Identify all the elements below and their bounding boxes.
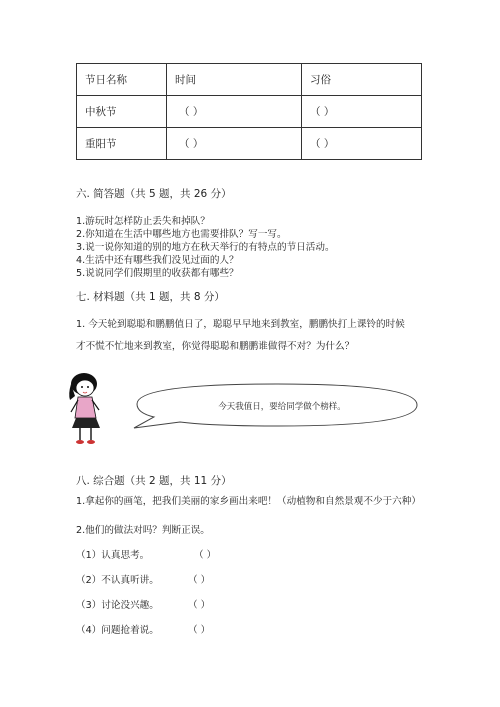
judge-item [76, 597, 211, 611]
question-7-1-line2: 才不慌不忙地来到教室，你觉得聪聪和鹏鹏谁做得不对？为什么？ [76, 341, 355, 352]
header-time: 时间 [167, 64, 302, 96]
judge-item-text: （1）认真思考。 [76, 550, 150, 561]
table-row [77, 96, 422, 128]
question-7-1-line1: 1. 今天轮到聪聪和鹏鹏值日了，聪聪早早地来到教室，鹏鹏快打上课铃的时候 [76, 319, 405, 330]
header-holiday-name: 节日名称 [77, 64, 167, 96]
cell-holiday-name: 中秋节 [77, 96, 167, 128]
judge-blank[interactable]: （ ） [188, 625, 211, 636]
cell-custom-blank[interactable]: （ ） [302, 96, 422, 128]
judge-item [76, 547, 217, 561]
judge-item-text: （4）问题抢着说。 [76, 625, 159, 636]
judge-blank[interactable]: （ ） [194, 550, 217, 561]
cell-time-blank[interactable]: （ ） [167, 128, 302, 160]
holiday-table [76, 63, 422, 160]
table-header-row [77, 64, 422, 96]
header-custom: 习俗 [302, 64, 422, 96]
section-8-title: 八. 综合题（共 2 题，共 11 分） [76, 475, 232, 487]
judge-blank[interactable]: （ ） [188, 600, 211, 611]
question-6-5: 5.说说同学们假期里的收获都有哪些？ [76, 268, 239, 279]
section-7-title: 七. 材料题（共 1 题，共 8 分） [76, 291, 225, 303]
table-row [77, 128, 422, 160]
question-8-2: 2.他们的做法对吗？判断正误。 [76, 525, 210, 536]
question-6-1: 1.游玩时怎样防止丢失和掉队？ [76, 216, 210, 227]
question-6-3: 3.说一说你知道的别的地方在秋天举行的有特点的节日活动。 [76, 242, 335, 253]
judge-item [76, 572, 211, 586]
question-6-2: 2.你知道在生活中哪些地方也需要排队？写一写。 [76, 229, 287, 240]
cell-custom-blank[interactable]: （ ） [302, 128, 422, 160]
judge-blank[interactable]: （ ） [188, 575, 211, 586]
speech-bubble-text: 今天我值日，要给同学做个榜样。 [218, 402, 346, 412]
section-6-title: 六. 简答题（共 5 题，共 26 分） [76, 188, 232, 200]
girl-icon [69, 373, 100, 444]
judge-item [76, 622, 211, 636]
question-6-4: 4.生活中还有哪些我们没见过面的人？ [76, 255, 239, 266]
speech-bubble [134, 384, 417, 428]
cell-time-blank[interactable]: （ ） [167, 96, 302, 128]
judge-item-text: （2）不认真听讲。 [76, 575, 159, 586]
question-8-1: 1.拿起你的画笔，把我们美丽的家乡画出来吧！（动植物和自然景观不少于六种） [76, 496, 421, 507]
girl-speech-illustration [62, 370, 432, 448]
cell-holiday-name: 重阳节 [77, 128, 167, 160]
judge-item-text: （3）讨论没兴趣。 [76, 600, 159, 611]
